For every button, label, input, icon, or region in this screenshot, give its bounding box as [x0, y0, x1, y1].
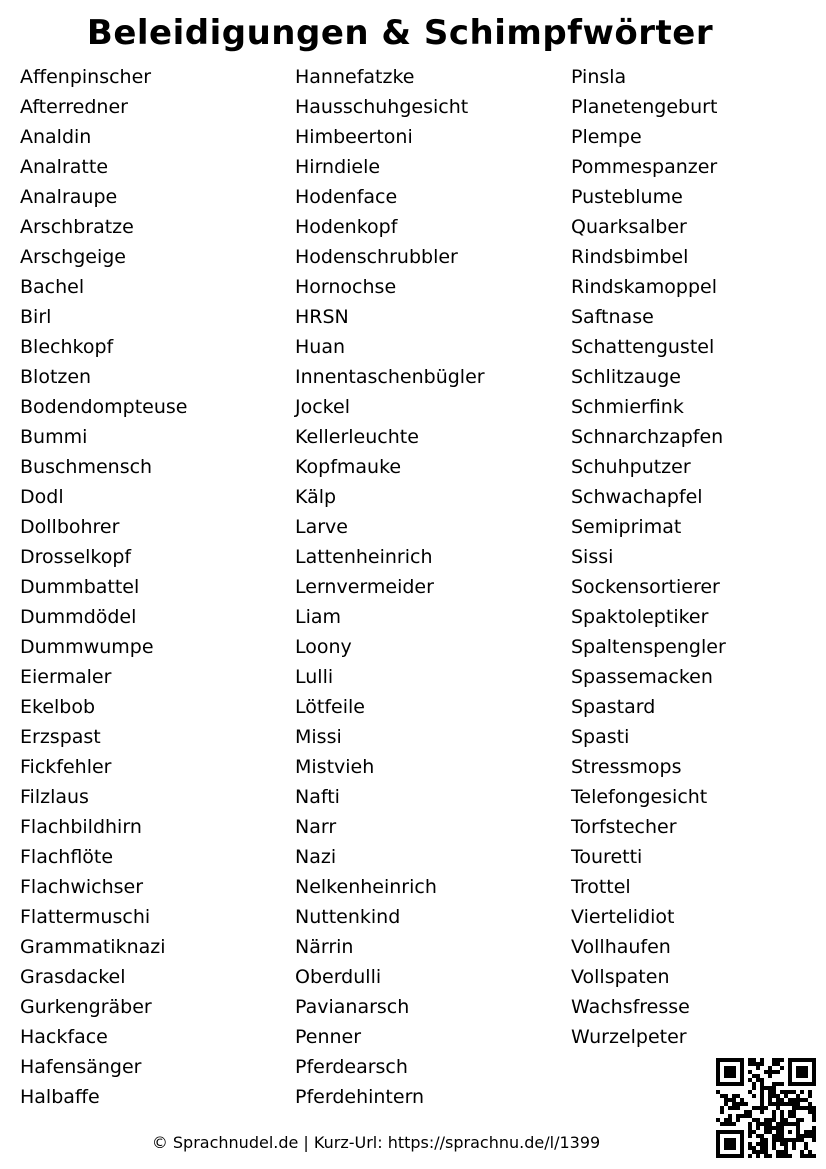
list-item: Hodenface — [295, 186, 398, 208]
list-item: Grasdackel — [20, 966, 126, 988]
list-item: Dummdödel — [20, 606, 137, 628]
list-item: Filzlaus — [20, 786, 89, 808]
list-item: Halbaffe — [20, 1086, 100, 1108]
list-item: Schlitzauge — [571, 366, 681, 388]
list-item: Hausschuhgesicht — [295, 96, 469, 118]
word-column-2 — [295, 62, 485, 1112]
list-item: Närrin — [295, 936, 354, 958]
list-item: Analratte — [20, 156, 109, 178]
list-item: Missi — [295, 726, 342, 748]
list-item: Stressmops — [571, 756, 682, 778]
list-item: Jockel — [295, 396, 350, 418]
list-item: Plempe — [571, 126, 642, 148]
list-item: Hafensänger — [20, 1056, 142, 1078]
list-item: Mistvieh — [295, 756, 375, 778]
list-item: Viertelidiot — [571, 906, 675, 928]
list-item: Gurkengräber — [20, 996, 152, 1018]
list-item: Birl — [20, 306, 52, 328]
list-item: Hannefatzke — [295, 66, 415, 88]
list-item: Hackface — [20, 1026, 108, 1048]
list-item: Lötfeile — [295, 696, 365, 718]
list-item: Buschmensch — [20, 456, 153, 478]
list-item: Nafti — [295, 786, 340, 808]
list-item: Afterredner — [20, 96, 128, 118]
list-item: Wachsfresse — [571, 996, 690, 1018]
list-item: Grammatiknazi — [20, 936, 166, 958]
list-item: Dummwumpe — [20, 636, 154, 658]
list-item: Rindskamoppel — [571, 276, 718, 298]
list-item: Schwachapfel — [571, 486, 703, 508]
list-item: Flachflöte — [20, 846, 114, 868]
list-item: Nazi — [295, 846, 337, 868]
list-item: Penner — [295, 1026, 362, 1048]
list-item: Telefongesicht — [571, 786, 708, 808]
list-item: Kopfmauke — [295, 456, 402, 478]
list-item: Bachel — [20, 276, 85, 298]
qr-code-icon — [716, 1058, 816, 1158]
list-item: Affenpinscher — [20, 66, 152, 88]
list-item: Lattenheinrich — [295, 546, 433, 568]
list-item: Dummbattel — [20, 576, 140, 598]
list-item: Dodl — [20, 486, 64, 508]
list-item: Wurzelpeter — [571, 1026, 687, 1048]
list-item: Touretti — [571, 846, 643, 868]
list-item: Pommespanzer — [571, 156, 718, 178]
list-item: Sockensortierer — [571, 576, 720, 598]
list-item: Loony — [295, 636, 352, 658]
footer-copyright: © Sprachnudel.de | Kurz-Url: https://sprachnu.de/l/1399 — [151, 1133, 601, 1152]
list-item: Spaktoleptiker — [571, 606, 709, 628]
list-item: Arschbratze — [20, 216, 134, 238]
list-item: Spasti — [571, 726, 630, 748]
list-item: Fickfehler — [20, 756, 112, 778]
list-item: Analraupe — [20, 186, 118, 208]
list-item: Pinsla — [571, 66, 627, 88]
list-item: Planetengeburt — [571, 96, 718, 118]
list-item: Kellerleuchte — [295, 426, 419, 448]
list-item: Oberdulli — [295, 966, 382, 988]
list-item: Spaltenspengler — [571, 636, 726, 658]
list-item: Lernvermeider — [295, 576, 434, 598]
list-item: Schmierfink — [571, 396, 684, 418]
list-item: Drosselkopf — [20, 546, 132, 568]
list-item: Hodenschrubbler — [295, 246, 458, 268]
list-item: Dollbohrer — [20, 516, 120, 538]
list-item: Kälp — [295, 486, 337, 508]
list-item: Schuhputzer — [571, 456, 691, 478]
list-item: Huan — [295, 336, 346, 358]
list-item: Eiermaler — [20, 666, 112, 688]
list-item: Blechkopf — [20, 336, 114, 358]
list-item: Spassemacken — [571, 666, 713, 688]
list-item: Vollhaufen — [571, 936, 671, 958]
word-column-1 — [20, 62, 187, 1112]
list-item: Trottel — [571, 876, 631, 898]
list-item: Innentaschenbügler — [295, 366, 485, 388]
list-item: Flachwichser — [20, 876, 144, 898]
list-item: Erzspast — [20, 726, 101, 748]
list-item: Pusteblume — [571, 186, 683, 208]
list-item: Sissi — [571, 546, 614, 568]
list-item: Flachbildhirn — [20, 816, 142, 838]
list-item: Bummi — [20, 426, 88, 448]
list-item: Pferdearsch — [295, 1056, 408, 1078]
list-item: Flattermuschi — [20, 906, 151, 928]
list-item: Vollspaten — [571, 966, 670, 988]
list-item: Schnarchzapfen — [571, 426, 724, 448]
list-item: Himbeertoni — [295, 126, 413, 148]
list-item: Quarksalber — [571, 216, 687, 238]
list-item: Torfstecher — [571, 816, 677, 838]
list-item: Semiprimat — [571, 516, 682, 538]
list-item: Analdin — [20, 126, 92, 148]
word-column-3 — [571, 62, 726, 1052]
list-item: Blotzen — [20, 366, 92, 388]
list-item: Hornochse — [295, 276, 397, 298]
list-item: Hirndiele — [295, 156, 381, 178]
list-item: Hodenkopf — [295, 216, 398, 238]
list-item: Lulli — [295, 666, 334, 688]
list-item: Rindsbimbel — [571, 246, 689, 268]
list-item: Narr — [295, 816, 337, 838]
list-item: Arschgeige — [20, 246, 126, 268]
list-item: Nelkenheinrich — [295, 876, 437, 898]
list-item: Pferdehintern — [295, 1086, 425, 1108]
list-item: HRSN — [295, 306, 349, 328]
list-item: Ekelbob — [20, 696, 96, 718]
page-title: Beleidigungen & Schimpfwörter — [86, 13, 714, 53]
list-item: Schattengustel — [571, 336, 715, 358]
list-item: Saftnase — [571, 306, 654, 328]
list-item: Liam — [295, 606, 342, 628]
list-item: Pavianarsch — [295, 996, 410, 1018]
list-item: Bodendompteuse — [20, 396, 188, 418]
list-item: Larve — [295, 516, 348, 538]
list-item: Spastard — [571, 696, 656, 718]
list-item: Nuttenkind — [295, 906, 401, 928]
